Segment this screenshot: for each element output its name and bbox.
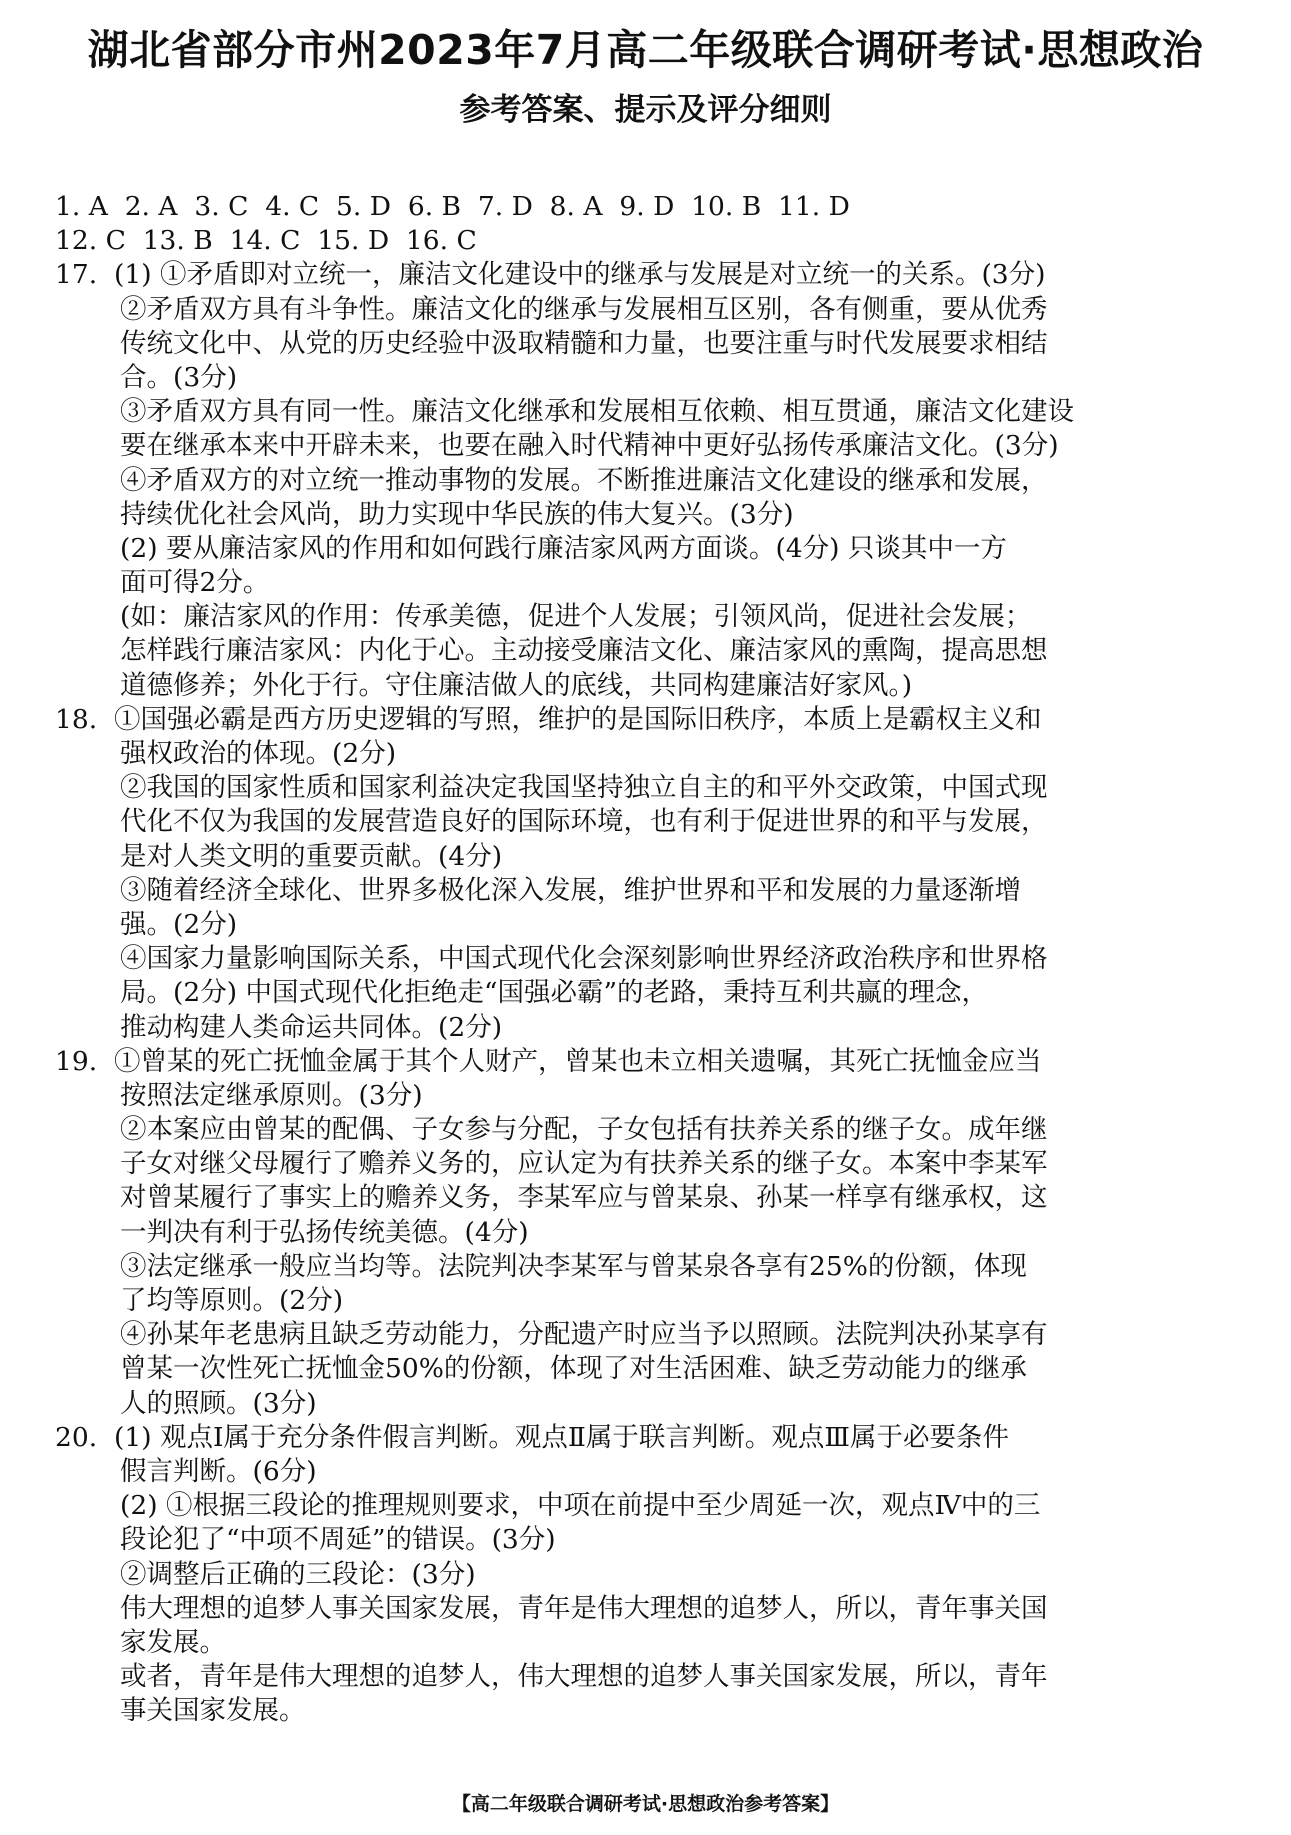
- page-subtitle: 参考答案、提示及评分细则: [459, 92, 832, 128]
- answer-line: (2) 要从廉洁家风的作用和如何践行廉洁家风两方面谈。(4分) 只谈其中一方: [120, 532, 1007, 564]
- answer-line: 1. A 2. A 3. C 4. C 5. D 6. B 7. D 8. A 9. D 10. B 11. D: [55, 191, 850, 222]
- answer-line: 事关国家发展。: [120, 1695, 306, 1727]
- answer-line: 推动构建人类命运共同体。(2分): [120, 1011, 503, 1043]
- answer-line: 是对人类文明的重要贡献。(4分): [120, 840, 503, 872]
- answer-line: 强权政治的体现。(2分): [120, 738, 397, 769]
- answer-line: 一判决有利于弘扬传统美德。(4分): [120, 1216, 529, 1248]
- answer-line: 曾某一次性死亡抚恤金50%的份额，体现了对生活困难、缺乏劳动能力的继承: [120, 1353, 1027, 1385]
- answer-line: ②本案应由曾某的配偶、子女参与分配，子女包括有扶养关系的继子女。成年继: [120, 1114, 1048, 1146]
- answer-line: 伟大理想的追梦人事关国家发展，青年是伟大理想的追梦人，所以，青年事关国: [120, 1592, 1048, 1624]
- answer-line: 强。(2分): [120, 908, 238, 940]
- answer-line: 面可得2分。: [120, 567, 270, 599]
- page-footer: 【高二年级联合调研考试·思想政治参考答案】: [451, 1793, 840, 1815]
- answer-line: 要在继承本来中开辟未来，也要在融入时代精神中更好弘扬传承廉洁文化。(3分): [120, 430, 1059, 462]
- answer-line: 假言判断。(6分): [120, 1455, 317, 1487]
- answer-line: 道德修养；外化于行。守住廉洁做人的底线，共同构建廉洁好家风。): [120, 669, 913, 701]
- answer-line: 或者，青年是伟大理想的追梦人，伟大理想的追梦人事关国家发展，所以，青年: [120, 1661, 1048, 1693]
- answer-line: ②矛盾双方具有斗争性。廉洁文化的继承与发展相互区别，各有侧重，要从优秀: [120, 293, 1048, 325]
- answer-line: 了均等原则。(2分): [120, 1285, 344, 1316]
- answer-line: (2) ①根据三段论的推理规则要求，中项在前提中至少周延一次，观点Ⅳ中的三: [120, 1490, 1041, 1522]
- answer-line: 局。(2分) 中国式现代化拒绝走“国强必霸”的老路，秉持互利共赢的理念，: [120, 977, 989, 1009]
- answer-line: 12. C 13. B 14. C 15. D 16. C: [55, 225, 477, 257]
- answer-line: 对曾某履行了事实上的赡养义务，李某军应与曾某泉、孙某一样享有继承权，这: [120, 1182, 1048, 1214]
- answer-line: ②调整后正确的三段论：(3分): [120, 1558, 476, 1590]
- answer-line: ④国家力量影响国际关系，中国式现代化会深刻影响世界经济政治秩序和世界格: [120, 943, 1048, 975]
- answer-line: 17. (1) ①矛盾即对立统一，廉洁文化建设中的继承与发展是对立统一的关系。(3分): [55, 259, 1046, 291]
- page-title: 湖北省部分市州2023年7月高二年级联合调研考试·思想政治: [87, 26, 1204, 74]
- answer-line: 怎样践行廉洁家风：内化于心。主动接受廉洁文化、廉洁家风的熏陶，提高思想: [120, 635, 1048, 667]
- answer-line: (如：廉洁家风的作用：传承美德，促进个人发展；引领风尚，促进社会发展；: [120, 601, 1032, 633]
- answer-content: [55, 190, 1240, 1728]
- answer-line: ③随着经济全球化、世界多极化深入发展，维护世界和平和发展的力量逐渐增: [120, 874, 1021, 906]
- answer-line: 子女对继父母履行了赡养义务的，应认定为有扶养关系的继子女。本案中李某军: [120, 1148, 1048, 1180]
- answer-line: 持续优化社会风尚，助力实现中华民族的伟大复兴。(3分): [120, 498, 794, 530]
- answer-line: ④孙某年老患病且缺乏劳动能力，分配遗产时应当予以照顾。法院判决孙某享有: [120, 1319, 1048, 1351]
- answer-line: ③矛盾双方具有同一性。廉洁文化继承和发展相互依赖、相互贯通，廉洁文化建设: [120, 396, 1074, 428]
- answer-line: 人的照顾。(3分): [120, 1387, 317, 1419]
- answer-line: 代化不仅为我国的发展营造良好的国际环境，也有利于促进世界的和平与发展，: [120, 806, 1048, 838]
- answer-line: 18. ①国强必霸是西方历史逻辑的写照，维护的是国际旧秩序，本质上是霸权主义和: [55, 703, 1042, 735]
- answer-line: ③法定继承一般应当均等。法院判决李某军与曾某泉各享有25%的份额，体现: [120, 1250, 1027, 1282]
- answer-line: 合。(3分): [120, 361, 238, 393]
- answer-line: 家发展。: [120, 1626, 226, 1658]
- answer-line: ④矛盾双方的对立统一推动事物的发展。不断推进廉洁文化建设的继承和发展，: [120, 464, 1048, 496]
- answer-line: 20. (1) 观点Ⅰ属于充分条件假言判断。观点Ⅱ属于联言判断。观点Ⅲ属于必要条件: [55, 1421, 1009, 1453]
- answer-line: 按照法定继承原则。(3分): [120, 1079, 423, 1111]
- answer-line: 19. ①曾某的死亡抚恤金属于其个人财产，曾某也未立相关遗嘱，其死亡抚恤金应当: [55, 1045, 1042, 1077]
- answer-line: 传统文化中、从党的历史经验中汲取精髓和力量，也要注重与时代发展要求相结: [120, 327, 1048, 359]
- answer-line: 段论犯了“中项不周延”的错误。(3分): [120, 1524, 556, 1556]
- answer-line: ②我国的国家性质和国家利益决定我国坚持独立自主的和平外交政策，中国式现: [120, 772, 1048, 804]
